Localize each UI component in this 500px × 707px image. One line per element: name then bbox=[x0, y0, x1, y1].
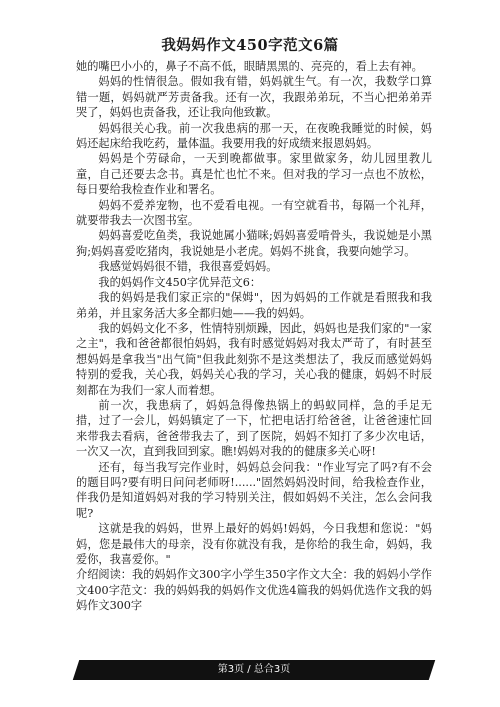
paragraph: 妈妈很关心我。前一次我患病的那一天，在夜晚我睡觉的时候，妈妈还起床给我吃药，量体温。我要用我的好成绩来报恩妈妈。 bbox=[76, 121, 432, 151]
page-indicator: 第3页 / 总合3页 bbox=[217, 664, 291, 675]
paragraph: 妈妈不爱养宠物，也不爱看电视。一有空就看书，每隔一个礼拜，就要带我去一次图书室。 bbox=[76, 198, 432, 228]
paragraph: 妈妈是个劳碌命，一天到晚都做事。家里做家务，幼儿园里教儿童，自己还要去念书。真是忙也忙不来。但对我的学习一点也不放松，每日要给我检查作业和署名。 bbox=[76, 152, 432, 197]
paragraph: 还有，每当我写完作业时，妈妈总会问我："作业写完了吗?有不会的题目吗?要有明日问问老师呀!......"固然妈妈没时间，给我检查作业，伴我仍是知道妈妈对我的学习特别关注，假如妈妈不关注，怎么会问我呢? bbox=[76, 460, 432, 520]
document-body bbox=[76, 59, 432, 614]
section-heading: 我的妈妈作文450字优异范文6： bbox=[98, 275, 262, 289]
paragraph: 我的妈妈文化不多，性情特别烦躁，因此，妈妈也是我们家的"一家之主"，我和爸爸都很怕妈妈，我有时感觉妈妈对我太严苛了，有时甚至想妈妈是拿我当"出气筒"但我此刻弥不是这类想法了，我反而感觉妈妈特别的爱我，关心我，妈妈关心我的学习，关心我的健康，妈妈不时辰刻都在为我们一家人而着想。 bbox=[76, 321, 432, 397]
paragraph: 妈妈喜爱吃鱼类，我说她属小猫咪;妈妈喜爱啃骨头，我说她是小黑狗;妈妈喜爱吃猪肉，我说她是小老虎。妈妈不挑食，我要向她学习。 bbox=[76, 229, 432, 258]
document-title: 我妈妈作文450字范文6篇 bbox=[161, 37, 339, 54]
paragraph: 妈妈的性情很急。假如我有错，妈妈就生气。有一次，我数学口算错一题，妈妈就严芳责备我。还有一次，我跟弟弟玩，不当心把弟弟弄哭了，妈妈也责备我，还让我向他致歉。 bbox=[76, 75, 432, 120]
paragraph: 她的嘴巴小小的，鼻子不高不低，眼睛黑黑的、亮亮的，看上去有神。 bbox=[76, 60, 423, 73]
paragraph: 我感觉妈妈很不错，我很喜爱妈妈。 bbox=[98, 260, 278, 274]
paragraph: 前一次，我患病了，妈妈急得像热锅上的蚂蚁同样，急的手足无措，过了一会儿，妈妈镇定了一下，忙把电话打给爸爸，让爸爸速忙回来带我去看病，爸爸带我去了，到了医院，妈妈不知打了多少次电话，一次又一次，直到我回到家。瞧!妈妈对我的的健康多关心呀! bbox=[76, 398, 432, 459]
paragraph: 我的妈妈是我们家正宗的"保姆"，因为妈妈的工作就是看照我和我弟弟，并且家务活大多全都归她——我的妈妈。 bbox=[76, 291, 432, 320]
paragraph: 这就是我的妈妈，世界上最好的妈妈!妈妈，今日我想和您说："妈妈，您是最伟大的母亲，没有你就没有我，是你给的我生命，妈妈，我爱你，我喜爱你。" bbox=[76, 522, 432, 566]
recommended-reading: 介绍阅读：我的妈妈作文300字小学生350字作文大全：我的妈妈小学作文400字范文：我的妈妈我的妈妈作文优选4篇我的妈妈优选作文我的妈妈作文300字 bbox=[76, 568, 432, 613]
